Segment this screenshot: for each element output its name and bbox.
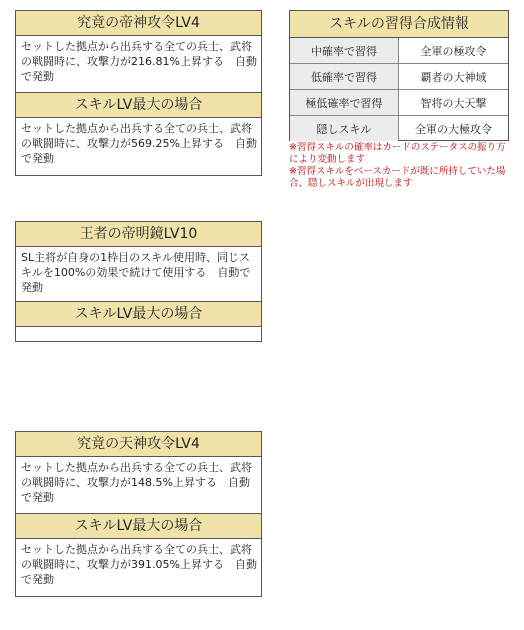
max-level-header: スキルLV最大の場合	[16, 92, 261, 118]
row-label: 低確率で習得	[290, 64, 399, 90]
max-level-description: セットした拠点から出兵する全ての兵士、武将の戦闘時に、攻撃力が569.25%上昇する 自動で発動	[21, 122, 257, 165]
max-level-description: セットした拠点から出兵する全ての兵士、武将の戦闘時に、攻撃力が391.05%上昇する 自動で発動	[21, 543, 257, 586]
skill-card-3	[15, 431, 262, 597]
skill-card-1	[15, 10, 262, 176]
skill-description: SL主将が自身の1枠目のスキル使用時、同じスキルを100%の効果で続けて使用する 自動で発動	[21, 251, 251, 294]
row-value: 全軍の極攻令	[399, 38, 509, 64]
info-title: スキルの習得合成情報	[290, 11, 508, 38]
row-value: 智将の大天撃	[399, 90, 509, 116]
skill-title: 究竟の天神攻令LV4	[16, 432, 261, 457]
row-value: 覇者の大神域	[399, 64, 509, 90]
row-label: 隠しスキル	[290, 116, 399, 142]
note-probability: ※習得スキルの確率はカードのステータスの振り方により変動します	[289, 142, 506, 165]
skill-description: セットした拠点から出兵する全ての兵士、武将の戦闘時に、攻撃力が216.81%上昇する 自動で発動	[21, 40, 257, 83]
row-label: 極低確率で習得	[290, 90, 399, 116]
skill-title: 王者の帝明鏡LV10	[16, 222, 261, 247]
skill-description: セットした拠点から出兵する全ての兵士、武将の戦闘時に、攻撃力が148.5%上昇する 自動で発動	[21, 461, 252, 504]
note-hidden-skill: ※習得スキルをベースカードが既に所持していた場合、隠しスキルが出現します	[289, 166, 506, 189]
table-row	[290, 64, 508, 90]
acquisition-table	[290, 38, 508, 141]
table-row	[290, 90, 508, 116]
row-label: 中確率で習得	[290, 38, 399, 64]
row-value: 全軍の大極攻令	[399, 116, 509, 142]
skill-title: 究竟の帝神攻令LV4	[16, 11, 261, 36]
max-level-header: スキルLV最大の場合	[16, 513, 261, 539]
skill-acquisition-info	[289, 10, 509, 141]
max-level-header: スキルLV最大の場合	[16, 301, 261, 327]
table-row	[290, 116, 508, 142]
table-row	[290, 38, 508, 64]
max-level-description	[16, 327, 261, 335]
skill-card-2	[15, 221, 262, 342]
